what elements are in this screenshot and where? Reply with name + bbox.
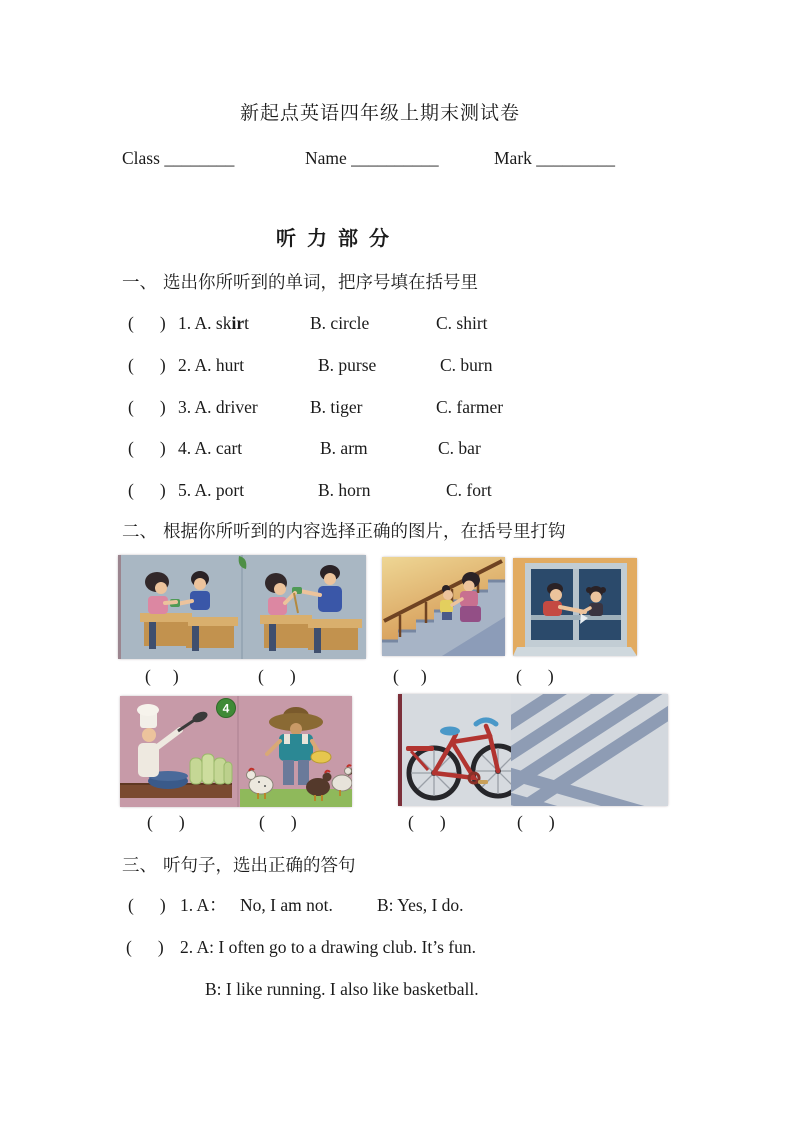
answer-bracket: ( )	[258, 666, 296, 686]
part1-item-4	[128, 438, 481, 460]
part1-number: 一、	[122, 272, 157, 292]
answer-bracket: ( )	[128, 397, 166, 417]
class-field	[122, 148, 234, 170]
option-a: 2. A. hurt	[178, 355, 245, 375]
part3-instruction: 听句子，选出正确的答句	[163, 855, 356, 875]
class-label: Class	[122, 148, 160, 168]
option-b: B. tiger	[310, 397, 363, 417]
chef-farmer-image	[120, 696, 352, 807]
classroom-image	[118, 555, 366, 659]
mark-field	[494, 148, 615, 170]
option-a: 5. A. port	[178, 480, 245, 500]
option-a: 3. A. driver	[178, 397, 258, 417]
option-a: 4. A. cart	[178, 438, 243, 458]
answer-bracket: ( )	[517, 812, 555, 832]
option-b: B. horn	[318, 480, 371, 500]
option-c: C. farmer	[436, 397, 504, 417]
answer-bracket: ( )	[128, 313, 166, 333]
part1-item-2	[128, 355, 493, 377]
option-b: B. purse	[318, 355, 377, 375]
answer-bracket: ( )	[128, 480, 166, 500]
part2-number: 二、	[122, 521, 157, 541]
item1-label: 1. A：	[180, 895, 227, 915]
item1-answer-a: No, I am not.	[240, 895, 333, 915]
name-field	[305, 148, 439, 170]
option-a: 1. A. skirt	[178, 313, 249, 333]
option-c: C. burn	[440, 355, 493, 375]
part3-number: 三、	[122, 855, 157, 875]
item2-answer-b: B: I like running. I also like basketball.	[205, 979, 479, 999]
answer-bracket: ( )	[126, 937, 164, 957]
mark-label: Mark	[494, 148, 532, 168]
answer-bracket: ( )	[393, 666, 427, 686]
part3-item-1	[128, 895, 464, 917]
name-label: Name	[305, 148, 347, 168]
answer-bracket: ( )	[147, 812, 185, 832]
answer-bracket: ( )	[128, 355, 166, 375]
part2-instruction: 根据你所听到的内容选择正确的图片，在括号里打钩	[163, 521, 566, 541]
part1-item-5	[128, 480, 492, 502]
part3-item-2	[126, 937, 476, 959]
option-c: C. shirt	[436, 313, 488, 333]
answer-bracket: ( )	[145, 666, 179, 686]
class-blank: ________	[164, 148, 235, 168]
answer-bracket: ( )	[516, 666, 554, 686]
answer-bracket: ( )	[128, 438, 166, 458]
window-image	[513, 558, 637, 656]
item2-answer-a: 2. A: I often go to a drawing club. It’s fun.	[180, 937, 476, 957]
page-title: 新起点英语四年级上期末测试卷	[239, 103, 520, 124]
answer-bracket: ( )	[259, 812, 297, 832]
option-c: C. bar	[438, 438, 481, 458]
option-b: B. arm	[320, 438, 368, 458]
part1-item-3	[128, 397, 504, 419]
name-blank: __________	[351, 148, 439, 168]
part1-item-1	[128, 313, 488, 335]
listening-section-header: 听 力 部 分	[276, 228, 392, 250]
answer-bracket: ( )	[408, 812, 446, 832]
mark-blank: _________	[536, 148, 616, 168]
bicycle-crosswalk-image	[398, 694, 668, 806]
lesson-badge: 4	[222, 701, 230, 716]
option-b: B. circle	[310, 313, 370, 333]
option-c: C. fort	[446, 480, 492, 500]
part1-instruction: 选出你所听到的单词，把序号填在括号里	[163, 272, 478, 292]
item1-answer-b: B: Yes, I do.	[377, 895, 464, 915]
answer-bracket: ( )	[128, 895, 166, 915]
stairs-image	[382, 557, 505, 656]
